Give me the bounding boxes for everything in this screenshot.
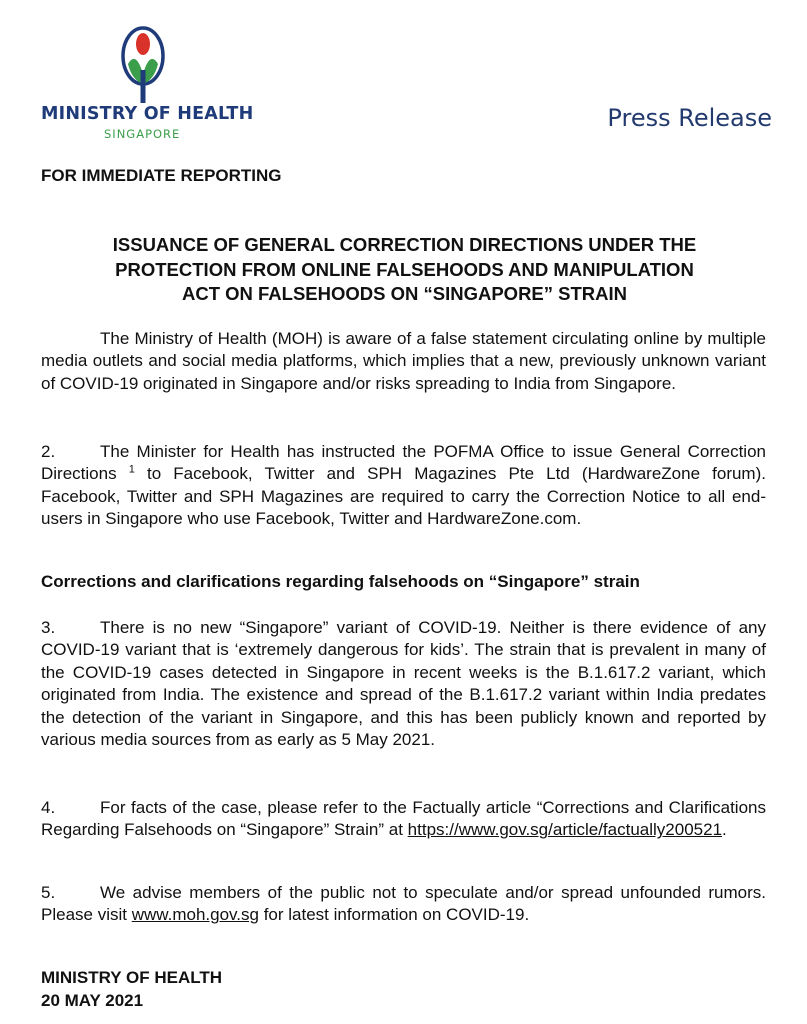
- paragraph-3: [41, 617, 766, 751]
- factually-article-link[interactable]: https://www.gov.sg/article/factually200521: [407, 820, 723, 840]
- paragraph-4-text: For facts of the case, please refer to the Factually article “Corrections and Clarifications Regarding Falsehoods on “Singapore” Strain” at: [41, 798, 766, 840]
- org-name: MINISTRY OF HEALTH: [41, 104, 254, 124]
- title-line-2: PROTECTION FROM ONLINE FALSEHOODS AND MANIPULATION: [115, 258, 694, 280]
- paragraph-number: 5.: [41, 883, 56, 902]
- paragraph-number: 2.: [41, 442, 56, 461]
- signature-org: MINISTRY OF HEALTH: [41, 968, 223, 987]
- paragraph-number: 4.: [41, 798, 56, 817]
- paragraph-2-text-a: The Minister for Health has instructed the POFMA Office to issue General Correction Directions: [41, 442, 766, 484]
- title-line-1: ISSUANCE OF GENERAL CORRECTION DIRECTIONS UNDER THE: [112, 234, 697, 255]
- paragraph-5-text-a: We advise members of the public not to speculate and/or spread unfounded rumors. Please visit: [41, 883, 766, 925]
- signature-date: 20 MAY 2021: [41, 991, 144, 1010]
- paragraph-2: [41, 441, 766, 531]
- paragraph-number: 3.: [41, 618, 56, 637]
- paragraph-5: [41, 882, 766, 927]
- moh-website-link[interactable]: www.moh.gov.sg: [131, 905, 259, 925]
- reporting-label: FOR IMMEDIATE REPORTING: [41, 166, 282, 185]
- title-line-3: ACT ON FALSEHOODS ON “SINGAPORE” STRAIN: [181, 283, 628, 304]
- paragraph-3-text: There is no new “Singapore” variant of COVID-19. Neither is there evidence of any COVID-19 variant that is ‘extremely dangerous for kids’. The strain that is prevalent in many of the COVID-19 cases detected in Singapore in recent weeks is the B.1.617.2 variant, which originated from India. The existence and spread of the B.1.617.2 variant within India predates the detection of the variant in Singapore, and this has been publicly known and reported by various media sources from as early as 5 May 2021.: [41, 618, 766, 750]
- doc-type-label: Press Release: [607, 104, 772, 132]
- org-country: SINGAPORE: [104, 127, 181, 141]
- paragraph-2-text-b: to Facebook, Twitter and SPH Magazines Pte Ltd (HardwareZone forum). Facebook, Twitter and SPH Magazines are required to carry the Correction Notice to all end-users in Singapore who use Facebook, Twitter and HardwareZone.com.: [41, 464, 766, 529]
- section-heading: Corrections and clarifications regarding falsehoods on “Singapore” strain: [41, 572, 640, 591]
- paragraph-1: The Ministry of Health (MOH) is aware of a false statement circulating online by multiple media outlets and social media platforms, which implies that a new, previously unknown variant of COVID-19 originated in Singapore and/or risks spreading to India from Singapore.: [41, 329, 766, 393]
- moh-logo-icon: [118, 26, 168, 106]
- paragraph-4-period: .: [722, 820, 727, 840]
- paragraph-5-text-b: for latest information on COVID-19.: [263, 905, 530, 925]
- footnote-marker: 1: [128, 463, 135, 476]
- document-title: [41, 233, 768, 307]
- paragraph-4: [41, 797, 766, 842]
